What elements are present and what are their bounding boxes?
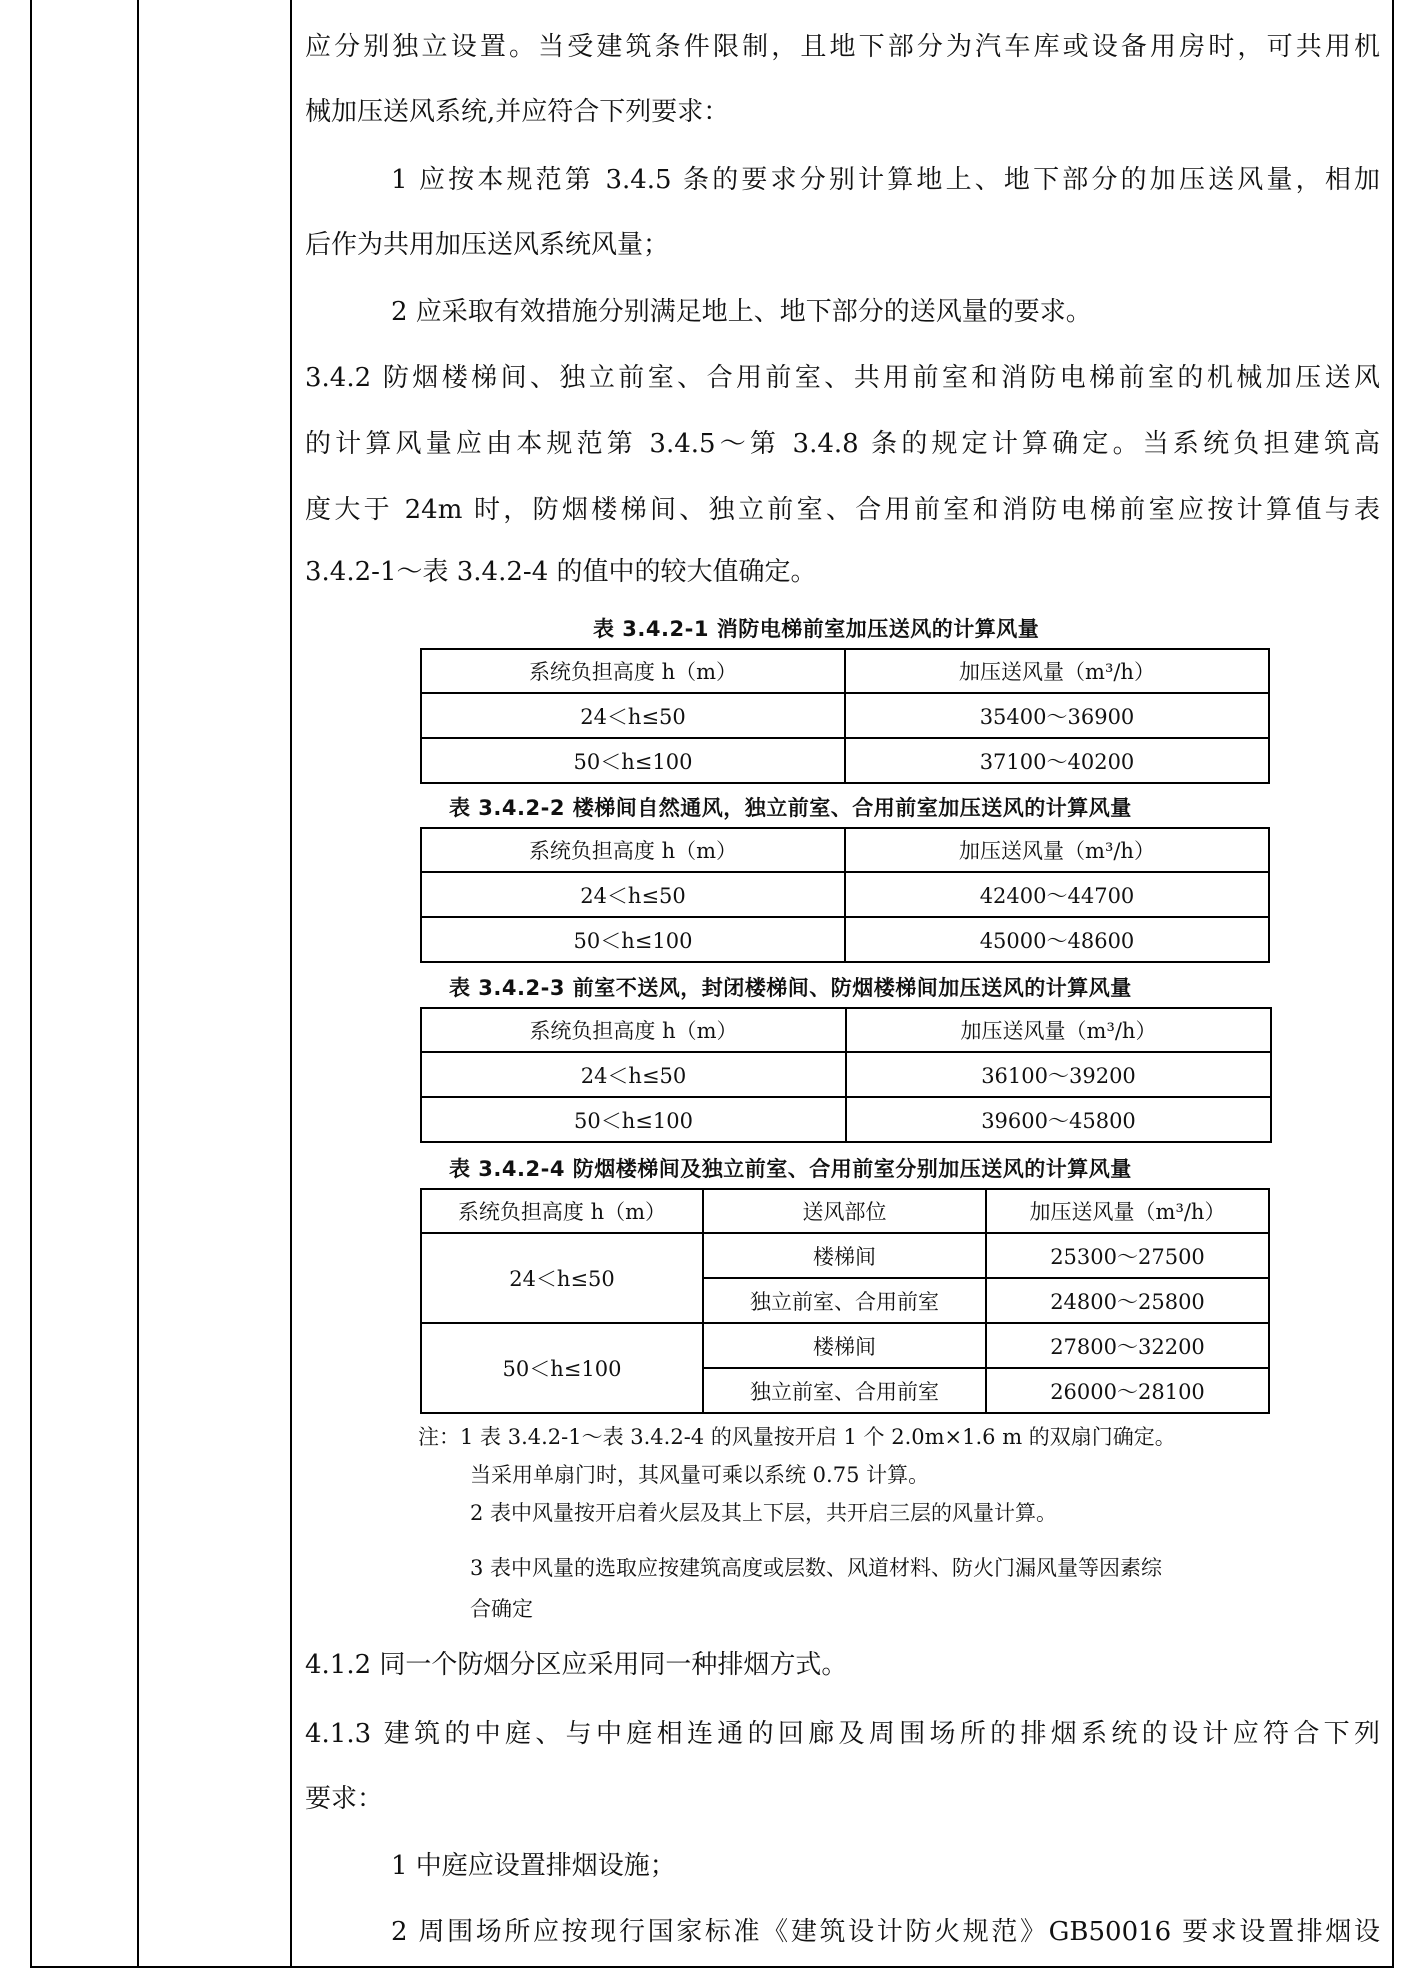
paragraph-line: 4.1.2 同一个防烟分区应采用同一种排烟方式。 [305,1650,848,1680]
paragraph-line: 械加压送风系统,并应符合下列要求： [305,97,730,127]
table-cell: 50＜h≤100 [421,738,845,783]
table-note: 2 表中风量按开启着火层及其上下层，共开启三层的风量计算。 [470,1501,1058,1525]
table-3-4-2-4 [420,1188,1270,1414]
table-row [421,1233,1269,1278]
table-3-4-2-1 [420,648,1270,784]
table-note: 当采用单扇门时，其风量可乘以系统 0.75 计算。 [470,1463,930,1487]
table-header-cell: 加压送风量（m³/h） [986,1189,1269,1233]
table-cell: 50＜h≤100 [421,1323,703,1413]
table-cell: 楼梯间 [703,1323,986,1368]
table-cell: 45000～48600 [845,917,1269,962]
table-header-cell: 加压送风量（m³/h） [845,828,1269,872]
paragraph-line: 4.1.3 建筑的中庭、与中庭相连通的回廊及周围场所的排烟系统的设计应符合下列 [305,1719,1380,1749]
table-cell: 36100～39200 [846,1052,1271,1097]
table-header-cell: 系统负担高度 h（m） [421,649,845,693]
column-divider-2 [290,0,292,1966]
paragraph-line: 后作为共用加压送风系统风量； [305,230,670,260]
table-3-4-2-2 [420,827,1270,963]
table-header-cell: 系统负担高度 h（m） [421,1008,846,1052]
table-3-4-2-3 [420,1007,1272,1143]
table-cell: 42400～44700 [845,872,1269,917]
table-note: 合确定 [470,1597,533,1621]
table-cell: 35400～36900 [845,693,1269,738]
paragraph-line: 度大于 24m 时，防烟楼梯间、独立前室、合用前室和消防电梯前室应按计算值与表 [305,495,1380,525]
paragraph-line: 要求： [305,1784,384,1814]
table-header-cell: 加压送风量（m³/h） [845,649,1269,693]
paragraph-line: 的计算风量应由本规范第 3.4.5～第 3.4.8 条的规定计算确定。当系统负担建筑高 [305,429,1380,459]
table-cell: 24＜h≤50 [421,1233,703,1323]
table-caption: 表 3.4.2-4 防烟楼梯间及独立前室、合用前室分别加压送风的计算风量 [449,1157,1132,1181]
table-row [421,1097,1271,1142]
table-row [421,872,1269,917]
table-cell: 独立前室、合用前室 [703,1278,986,1323]
table-row [421,693,1269,738]
table-row [421,738,1269,783]
table-header-cell: 系统负担高度 h（m） [421,1189,703,1233]
table-cell: 26000～28100 [986,1368,1269,1413]
table-cell: 50＜h≤100 [421,1097,846,1142]
table-cell: 楼梯间 [703,1233,986,1278]
table-row [421,1323,1269,1368]
table-header-cell: 加压送风量（m³/h） [846,1008,1271,1052]
table-cell: 24＜h≤50 [421,872,845,917]
column-divider-1 [137,0,139,1966]
table-note: 3 表中风量的选取应按建筑高度或层数、风道材料、防火门漏风量等因素综 [470,1556,1163,1580]
table-header-row [421,649,1269,693]
table-header-row [421,1189,1269,1233]
paragraph-line: 应分别独立设置。当受建筑条件限制，且地下部分为汽车库或设备用房时，可共用机 [305,32,1380,62]
paragraph-line: 1 应按本规范第 3.4.5 条的要求分别计算地上、地下部分的加压送风量，相加 [391,165,1380,195]
table-cell: 24800～25800 [986,1278,1269,1323]
table-note: 注：1 表 3.4.2-1～表 3.4.2-4 的风量按开启 1 个 2.0m×1.6 m 的双扇门确定。 [418,1425,1176,1449]
table-row [421,1052,1271,1097]
table-cell: 25300～27500 [986,1233,1269,1278]
table-header-cell: 送风部位 [703,1189,986,1233]
paragraph-line: 3.4.2-1～表 3.4.2-4 的值中的较大值确定。 [305,557,817,587]
table-cell: 24＜h≤50 [421,693,845,738]
table-header-cell: 系统负担高度 h（m） [421,828,845,872]
table-cell: 27800～32200 [986,1323,1269,1368]
table-cell: 24＜h≤50 [421,1052,846,1097]
paragraph-line: 3.4.2 防烟楼梯间、独立前室、合用前室、共用前室和消防电梯前室的机械加压送风 [305,363,1380,393]
table-header-row [421,828,1269,872]
table-header-row [421,1008,1271,1052]
table-row [421,917,1269,962]
table-cell: 39600～45800 [846,1097,1271,1142]
table-caption: 表 3.4.2-3 前室不送风，封闭楼梯间、防烟楼梯间加压送风的计算风量 [449,976,1132,1000]
paragraph-line: 2 应采取有效措施分别满足地上、地下部分的送风量的要求。 [391,297,1092,327]
table-cell: 50＜h≤100 [421,917,845,962]
paragraph-line: 1 中庭应设置排烟设施； [391,1851,676,1881]
table-cell: 37100～40200 [845,738,1269,783]
table-cell: 独立前室、合用前室 [703,1368,986,1413]
table-caption: 表 3.4.2-1 消防电梯前室加压送风的计算风量 [593,617,1040,641]
table-caption: 表 3.4.2-2 楼梯间自然通风，独立前室、合用前室加压送风的计算风量 [449,796,1132,820]
paragraph-line: 2 周围场所应按现行国家标准《建筑设计防火规范》GB50016 要求设置排烟设 [391,1917,1380,1947]
